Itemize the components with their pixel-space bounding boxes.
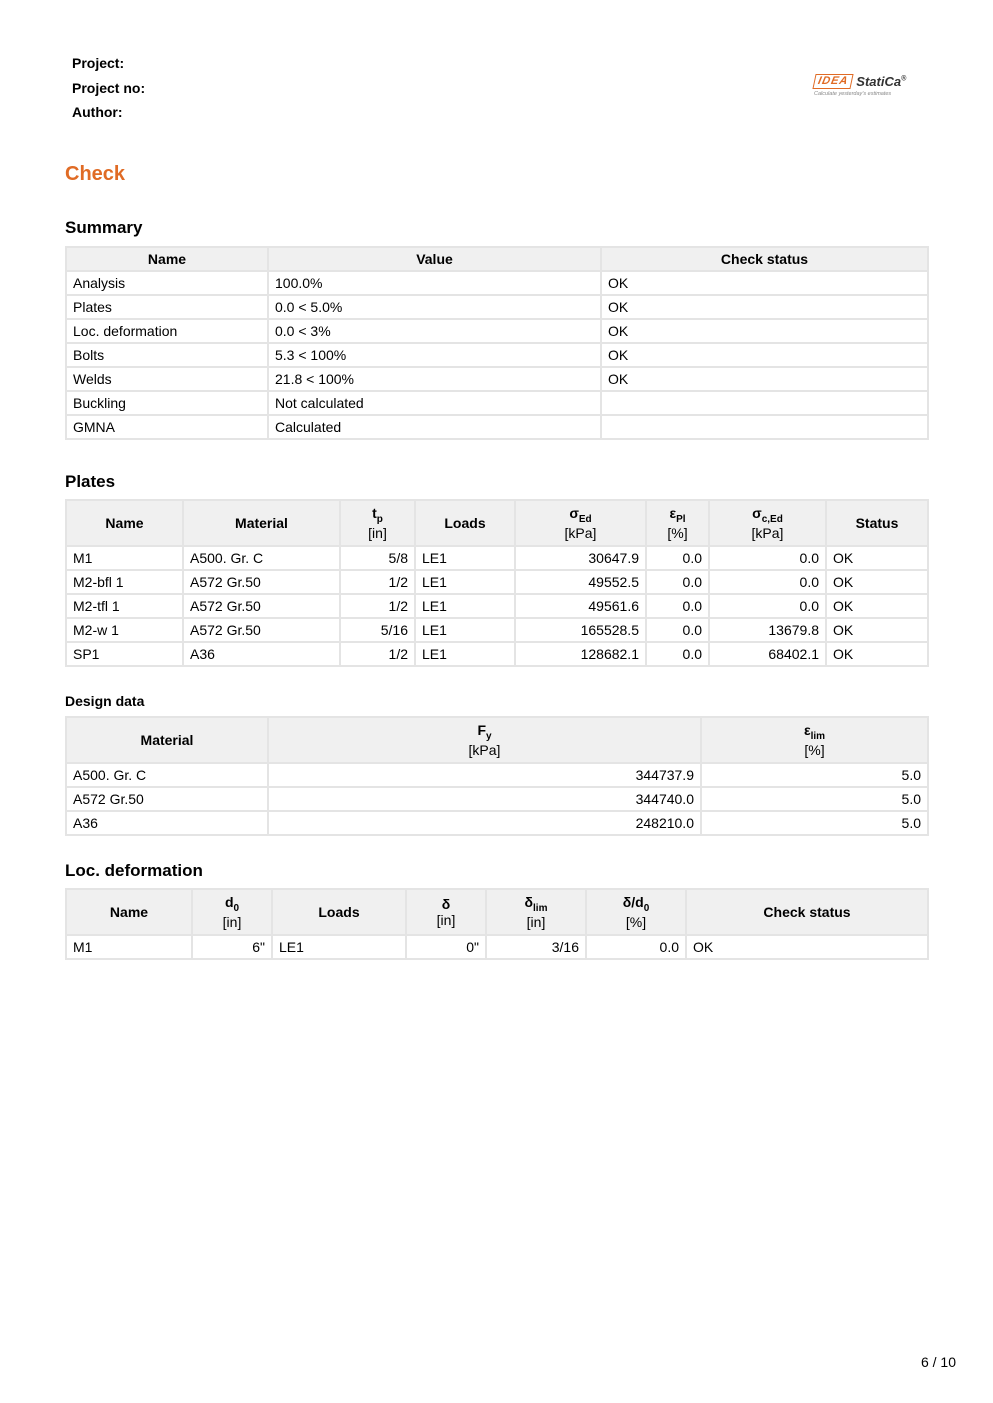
table-cell: 248210.0 (269, 812, 700, 834)
author-label: Author: (72, 104, 123, 120)
table-cell: 1/2 (341, 643, 414, 665)
column-header (647, 501, 708, 545)
column-symbol: $\varepsilon_{lim}$ (803, 722, 826, 742)
table-cell: A36 (184, 643, 339, 665)
column-header: Value (269, 248, 600, 270)
table-cell: M1 (67, 936, 191, 958)
table-cell: 5.0 (702, 764, 927, 786)
table-cell: OK (602, 296, 927, 318)
table-cell: SP1 (67, 643, 182, 665)
table-row (67, 272, 927, 294)
column-unit: [in] (368, 524, 387, 541)
idea-statica-logo (814, 74, 924, 104)
column-symbol: $F_y$ (477, 722, 492, 742)
table-cell: 1/2 (341, 595, 414, 617)
logo-tagline: Calculate yesterday's estimates (814, 91, 892, 97)
column-header: Check status (602, 248, 927, 270)
table-cell: 5.3 < 100% (269, 344, 600, 366)
table-cell: 0.0 (647, 619, 708, 641)
table-cell: 6" (193, 936, 271, 958)
table-cell: 0.0 (710, 547, 825, 569)
column-unit: [%] (625, 913, 647, 930)
plates-heading: Plates (65, 472, 116, 491)
table-cell: 0" (407, 936, 485, 958)
summary-heading: Summary (65, 218, 143, 237)
table-cell: OK (687, 936, 927, 958)
table-cell: 0.0 (647, 643, 708, 665)
table-cell: M2-tfl 1 (67, 595, 182, 617)
column-header (193, 890, 271, 934)
logo-idea-text: IDEA (812, 74, 853, 89)
column-unit: [in] (222, 913, 242, 930)
table-cell: 5/16 (341, 619, 414, 641)
column-header (269, 718, 700, 762)
column-header: Material (67, 718, 267, 762)
column-symbol: $\delta_{lim}$ (524, 894, 548, 914)
table-cell: OK (827, 571, 927, 593)
table-cell: 128682.1 (516, 643, 645, 665)
logo-statica-text: StatiCa® (856, 74, 907, 89)
column-header: Loads (416, 501, 514, 545)
column-header: Material (184, 501, 339, 545)
table-row (67, 296, 927, 318)
plates-table (65, 499, 929, 667)
table-cell: A500. Gr. C (184, 547, 339, 569)
column-unit: [kPa] (468, 741, 501, 758)
table-cell: OK (827, 643, 927, 665)
column-header: Name (67, 890, 191, 934)
table-row (67, 788, 927, 810)
table-cell: Loc. deformation (67, 320, 267, 342)
table-cell: OK (602, 368, 927, 390)
summary-table (65, 246, 929, 440)
table-cell: 0.0 < 5.0% (269, 296, 600, 318)
table-cell: M2-w 1 (67, 619, 182, 641)
table-cell: 68402.1 (710, 643, 825, 665)
table-cell (602, 416, 927, 438)
table-cell: 5.0 (702, 812, 927, 834)
page-title: Check (65, 163, 126, 185)
table-cell: 0.0 (587, 936, 685, 958)
table-row (67, 571, 927, 593)
table-row (67, 764, 927, 786)
loc-deformation-table (65, 888, 929, 960)
table-cell: OK (602, 272, 927, 294)
table-cell: LE1 (416, 547, 514, 569)
project-no-label: Project no: (72, 79, 146, 96)
table-cell: OK (602, 344, 927, 366)
design-data-heading: Design data (65, 693, 145, 709)
column-symbol: $\sigma_{Ed}$ (569, 505, 592, 525)
table-row (67, 392, 927, 414)
column-header (710, 501, 825, 545)
column-symbol: $\delta/d_0$ (622, 894, 650, 914)
table-cell: OK (827, 547, 927, 569)
table-cell: M2-bfl 1 (67, 571, 182, 593)
column-header: Status (827, 501, 927, 545)
table-row (67, 320, 927, 342)
column-unit: [kPa] (751, 524, 784, 541)
design-data-table (65, 716, 929, 836)
project-label: Project: (72, 55, 125, 71)
table-cell (602, 392, 927, 414)
table-cell: LE1 (273, 936, 405, 958)
table-cell: Welds (67, 368, 267, 390)
column-unit: [in] (436, 912, 456, 928)
table-cell: OK (827, 619, 927, 641)
table-cell: GMNA (67, 416, 267, 438)
table-cell: OK (602, 320, 927, 342)
table-row (67, 344, 927, 366)
table-cell: 344737.9 (269, 764, 700, 786)
table-cell: 0.0 (647, 595, 708, 617)
column-unit: [%] (804, 741, 825, 758)
table-cell: 1/2 (341, 571, 414, 593)
column-unit: [kPa] (564, 524, 597, 541)
table-cell: Analysis (67, 272, 267, 294)
table-cell: Buckling (67, 392, 267, 414)
table-row (67, 936, 927, 958)
table-cell: Bolts (67, 344, 267, 366)
table-cell: A500. Gr. C (67, 764, 267, 786)
column-header: Check status (687, 890, 927, 934)
table-cell: LE1 (416, 619, 514, 641)
table-row (67, 643, 927, 665)
table-cell: LE1 (416, 595, 514, 617)
table-cell: Calculated (269, 416, 600, 438)
table-cell: A572 Gr.50 (184, 595, 339, 617)
table-cell: 5/8 (341, 547, 414, 569)
table-row (67, 812, 927, 834)
column-header (407, 890, 485, 934)
project-meta (72, 55, 145, 129)
table-row (67, 619, 927, 641)
column-header: Name (67, 248, 267, 270)
page-number: 6 / 10 (920, 1354, 956, 1370)
table-cell: Not calculated (269, 392, 600, 414)
table-cell: 100.0% (269, 272, 600, 294)
column-header (702, 718, 927, 762)
table-cell: 344740.0 (269, 788, 700, 810)
table-cell: 49552.5 (516, 571, 645, 593)
table-row (67, 368, 927, 390)
table-cell: 0.0 < 3% (269, 320, 600, 342)
table-cell: LE1 (416, 643, 514, 665)
table-cell: A572 Gr.50 (67, 788, 267, 810)
table-cell: A572 Gr.50 (184, 619, 339, 641)
column-header: Name (67, 501, 182, 545)
column-header (341, 501, 414, 545)
column-symbol: $d_0$ (224, 894, 240, 914)
table-cell: M1 (67, 547, 182, 569)
table-cell: 49561.6 (516, 595, 645, 617)
table-cell: 0.0 (710, 595, 825, 617)
column-symbol: $\varepsilon_{Pl}$ (669, 505, 686, 525)
table-cell: 0.0 (647, 547, 708, 569)
column-symbol: $t_p$ (372, 505, 383, 525)
table-cell: LE1 (416, 571, 514, 593)
table-cell: 30647.9 (516, 547, 645, 569)
table-cell: 0.0 (710, 571, 825, 593)
table-cell: 13679.8 (710, 619, 825, 641)
column-unit: [in] (526, 913, 546, 930)
table-cell: 0.0 (647, 571, 708, 593)
column-header (516, 501, 645, 545)
table-cell: 5.0 (702, 788, 927, 810)
table-cell: OK (827, 595, 927, 617)
table-row (67, 547, 927, 569)
column-header (487, 890, 585, 934)
table-row (67, 416, 927, 438)
table-row (67, 595, 927, 617)
column-symbol: δ (441, 896, 451, 912)
column-symbol: $\sigma_{c,Ed}$ (752, 505, 783, 525)
table-cell: 21.8 < 100% (269, 368, 600, 390)
column-unit: [%] (667, 524, 688, 541)
table-cell: A572 Gr.50 (184, 571, 339, 593)
column-header: Loads (273, 890, 405, 934)
loc-deformation-heading: Loc. deformation (65, 861, 203, 880)
column-header (587, 890, 685, 934)
table-cell: Plates (67, 296, 267, 318)
table-cell: 3/16 (487, 936, 585, 958)
table-cell: 165528.5 (516, 619, 645, 641)
table-cell: A36 (67, 812, 267, 834)
